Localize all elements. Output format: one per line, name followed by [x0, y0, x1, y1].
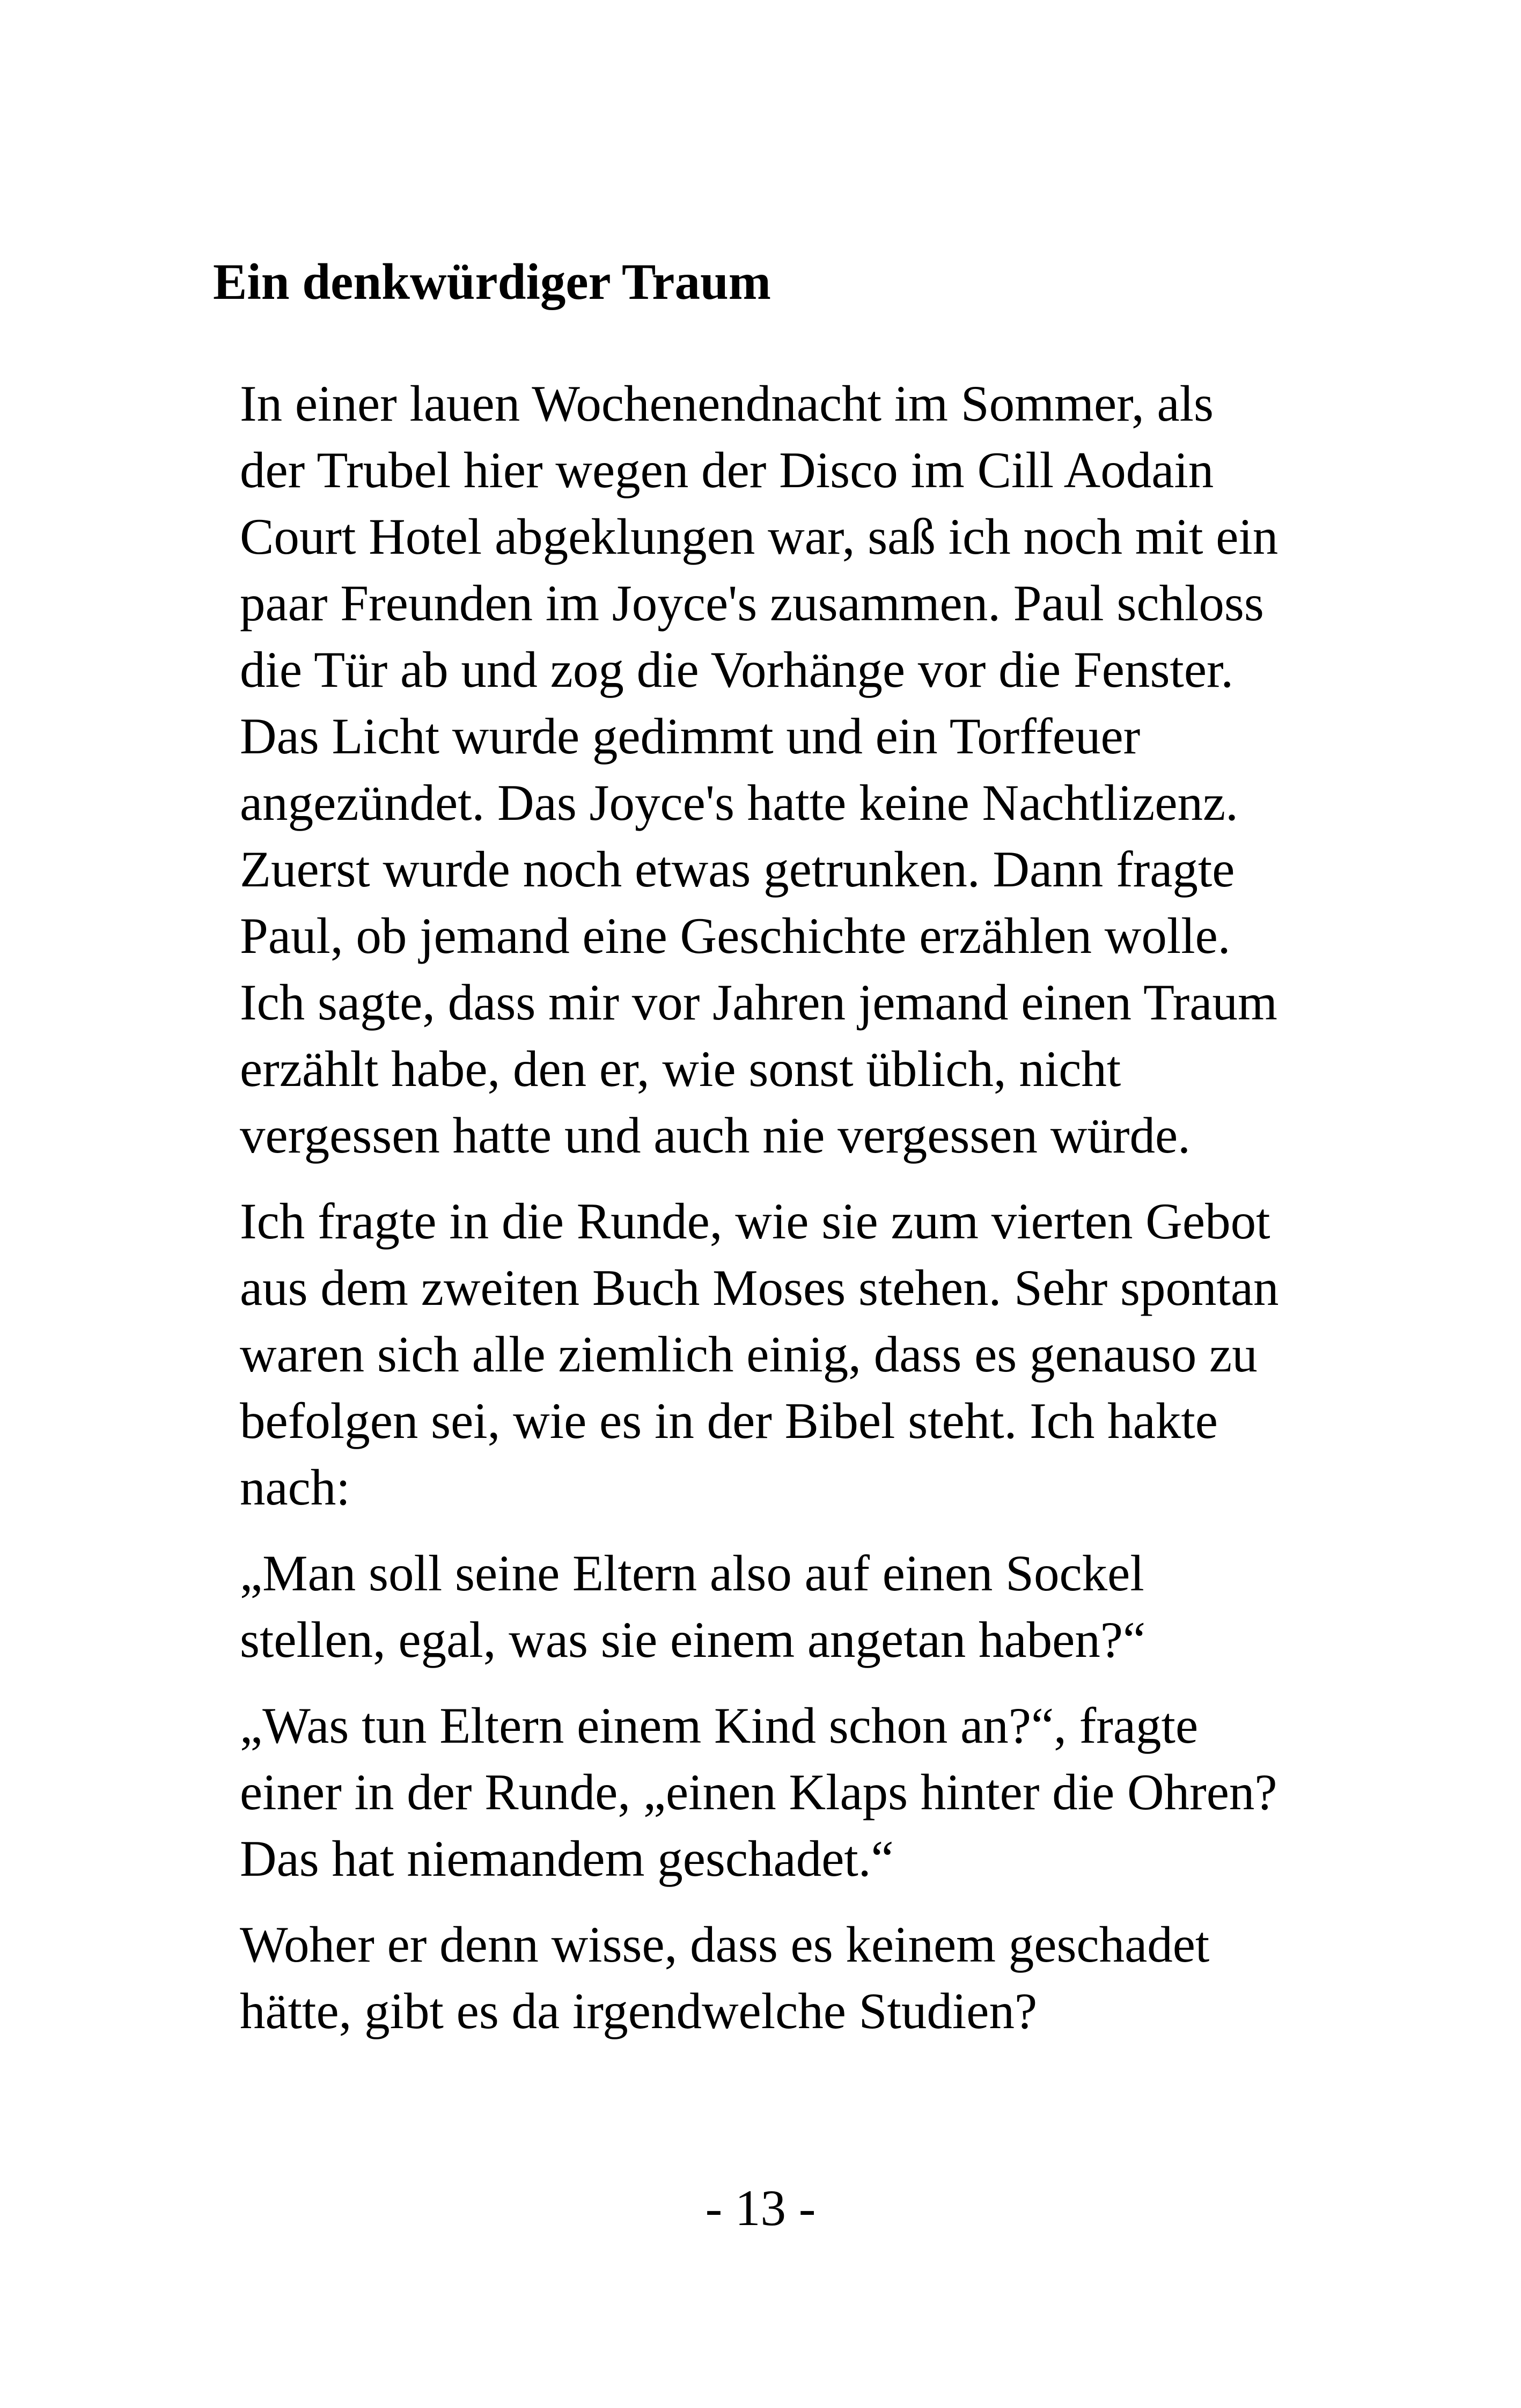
text-line: Woher er denn wisse, dass es keinem geschadet	[240, 1916, 1210, 1973]
paragraph	[213, 1911, 1329, 2044]
text-line: erzählt habe, den er, wie sonst üblich, nicht	[240, 1040, 1121, 1097]
text-line: waren sich alle ziemlich einig, dass es genauso zu	[240, 1326, 1258, 1383]
text-line: stellen, egal, was sie einem angetan haben?“	[240, 1611, 1146, 1668]
text-line: befolgen sei, wie es in der Bibel steht. Ich hakte	[240, 1392, 1218, 1449]
text-line: die Tür ab und zog die Vorhänge vor die Fenster.	[240, 641, 1234, 698]
text-line: aus dem zweiten Buch Moses stehen. Sehr spontan	[240, 1259, 1279, 1316]
text-line: nach:	[240, 1459, 350, 1516]
paragraph	[213, 1188, 1329, 1521]
text-line: In einer lauen Wochenendnacht im Sommer, als	[240, 375, 1214, 432]
text-line: angezündet. Das Joyce's hatte keine Nachtlizenz.	[240, 774, 1238, 831]
text-line: Das Licht wurde gedimmt und ein Torffeuer	[240, 708, 1141, 765]
text-line: Paul, ob jemand eine Geschichte erzählen wolle.	[240, 907, 1231, 964]
paragraph	[213, 370, 1329, 1169]
chapter-title: Ein denkwürdiger Traum	[213, 253, 771, 310]
text-line: der Trubel hier wegen der Disco im Cill Aodain	[240, 442, 1214, 498]
page-number: - 13 -	[705, 2179, 816, 2236]
paragraph	[213, 1540, 1329, 1673]
paragraph	[213, 1692, 1329, 1892]
text-line: vergessen hatte und auch nie vergessen würde.	[240, 1107, 1191, 1164]
body-text	[213, 370, 1329, 2064]
text-line: paar Freunden im Joyce's zusammen. Paul schloss	[240, 575, 1264, 632]
text-line: Ich fragte in die Runde, wie sie zum vierten Gebot	[240, 1193, 1270, 1250]
text-line: „Was tun Eltern einem Kind schon an?“, fragte	[240, 1697, 1199, 1754]
text-line: einer in der Runde, „einen Klaps hinter die Ohren?	[240, 1764, 1277, 1820]
text-line: Court Hotel abgeklungen war, saß ich noch mit ein	[240, 508, 1278, 565]
text-line: Ich sagte, dass mir vor Jahren jemand einen Traum	[240, 974, 1277, 1031]
text-line: „Man soll seine Eltern also auf einen Sockel	[240, 1545, 1144, 1602]
text-line: hätte, gibt es da irgendwelche Studien?	[240, 1983, 1038, 2039]
text-line: Das hat niemandem geschadet.“	[240, 1830, 894, 1887]
text-line: Zuerst wurde noch etwas getrunken. Dann fragte	[240, 841, 1235, 898]
